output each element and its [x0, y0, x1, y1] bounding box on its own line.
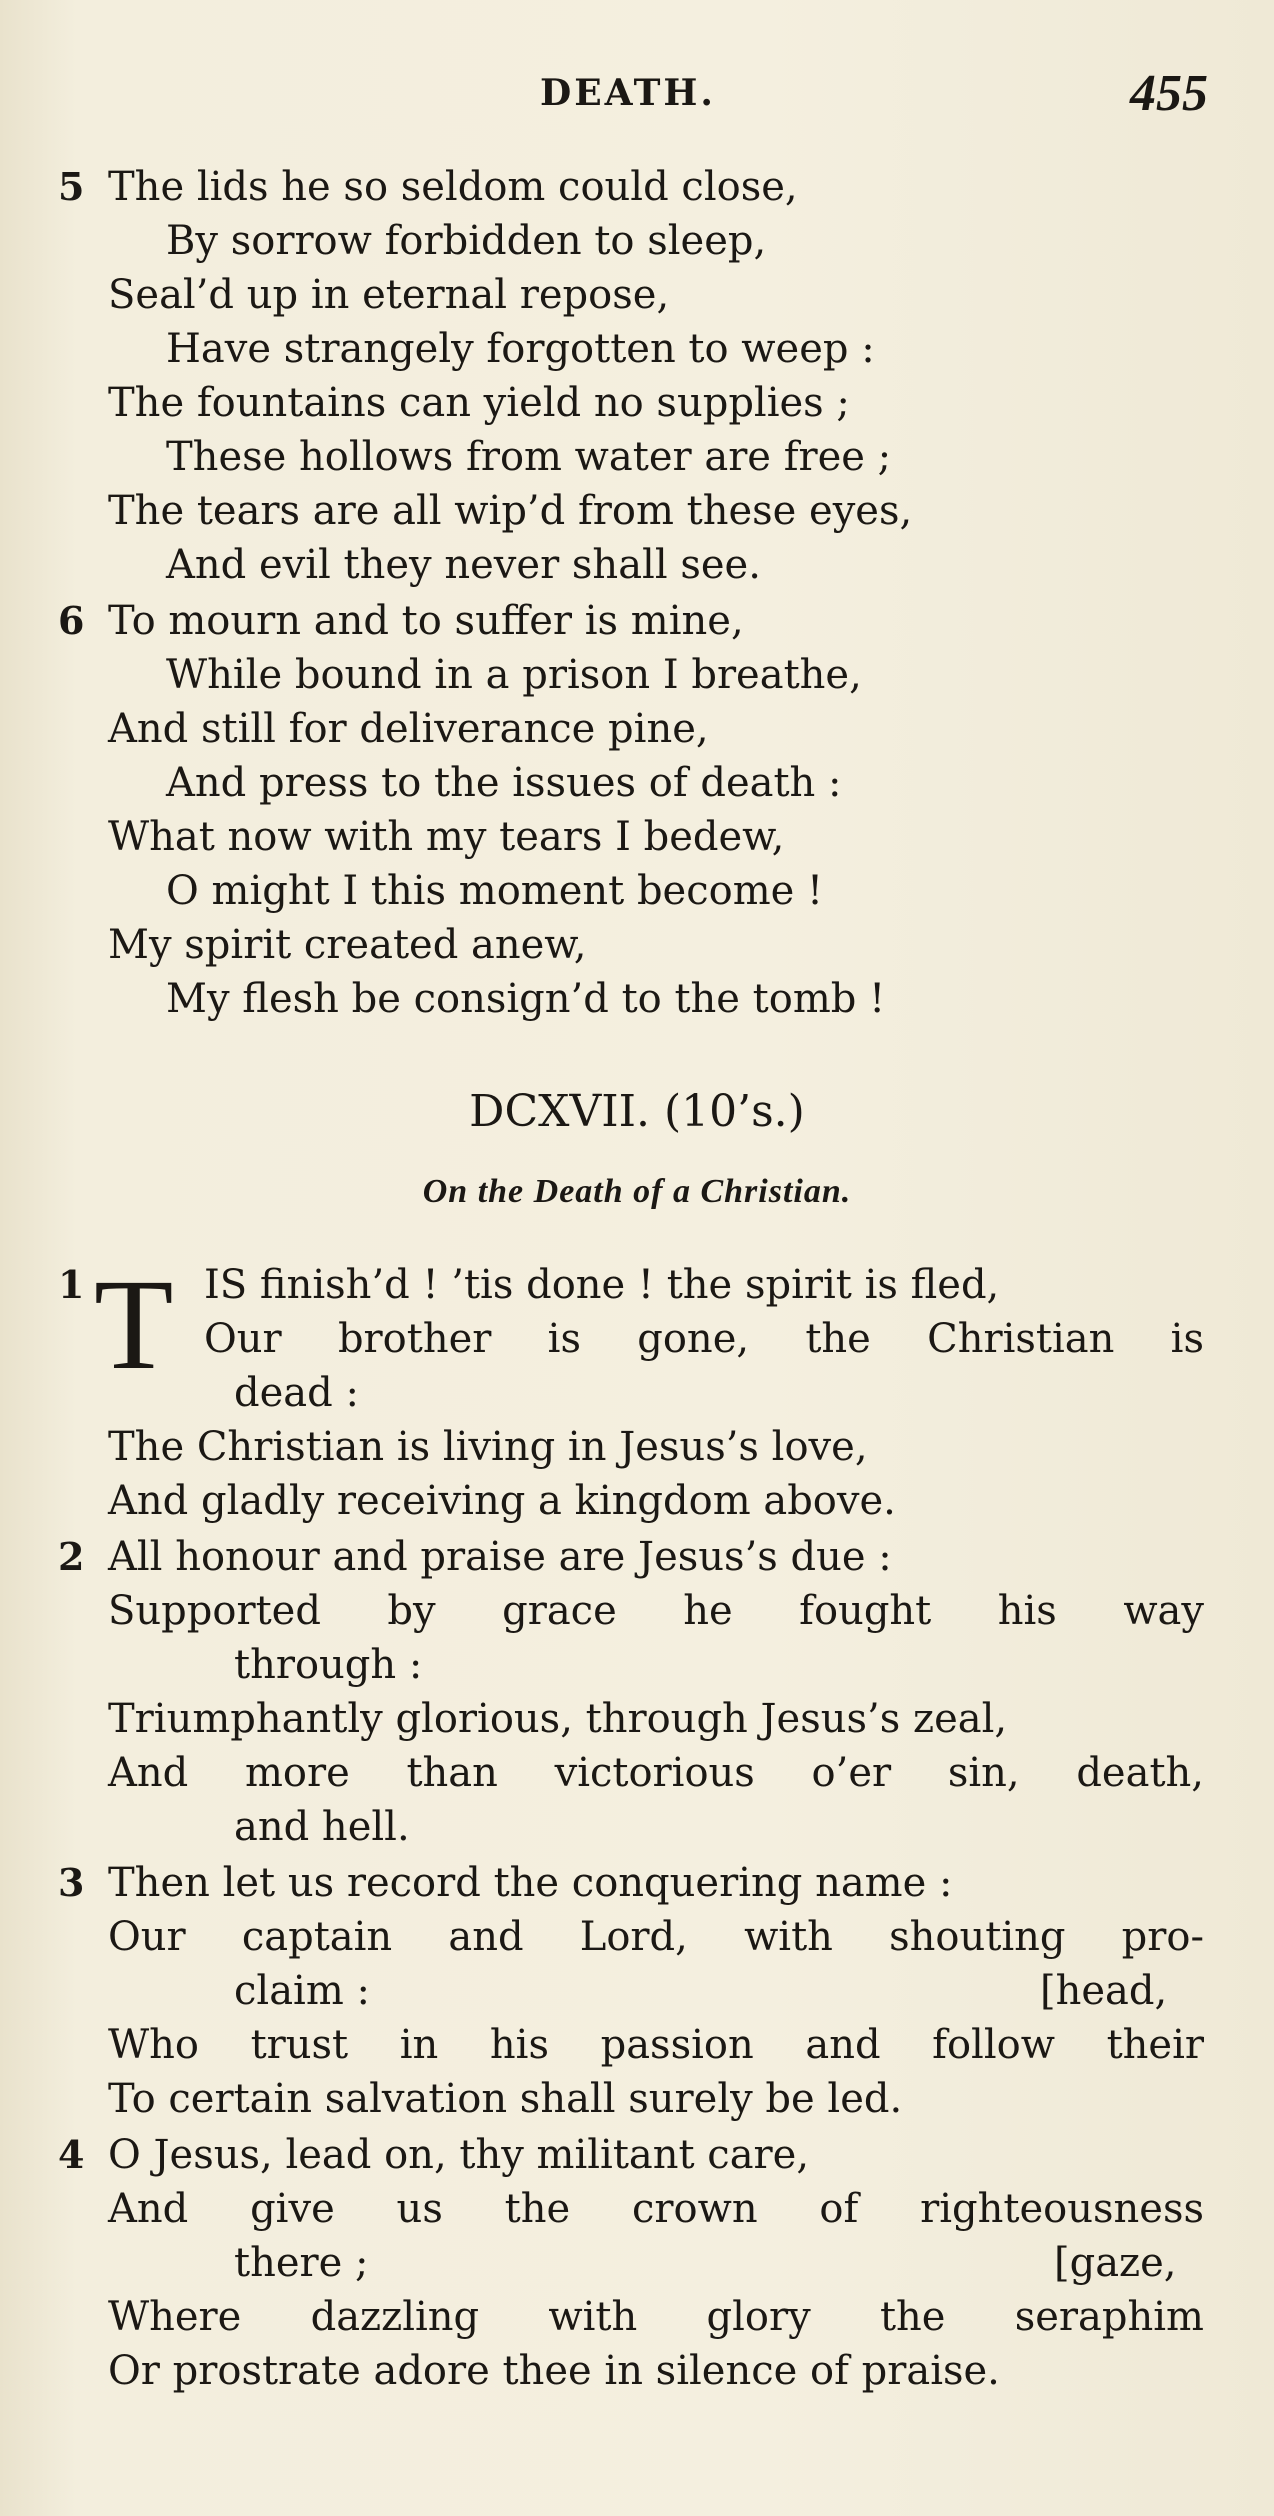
stanza-number: 3 — [58, 1860, 85, 1905]
verse-line: O Jesus, lead on, thy militant care, — [108, 2132, 810, 2178]
verse-line: My spirit created anew, — [108, 922, 587, 968]
verse-line: Or prostrate adore thee in silence of praise. — [108, 2348, 1000, 2394]
verse-line: claim : — [234, 1968, 370, 2014]
verse-line: And more than victorious o’er sin, death, — [108, 1750, 1204, 1796]
verse-line: These hollows from water are free ; — [166, 434, 892, 480]
page-number: 455 — [1130, 65, 1208, 122]
running-head — [0, 65, 1274, 130]
verse-line: And gladly receiving a kingdom above. — [108, 1478, 896, 1524]
verse-line-turnover: [gaze, — [1054, 2240, 1177, 2286]
verse-line: IS finish’d ! ’tis done ! the spirit is fled, — [204, 1262, 1000, 1308]
verse-line: What now with my tears I bedew, — [108, 814, 785, 860]
verse-line: The fountains can yield no supplies ; — [108, 380, 850, 426]
hymn-heading: DCXVII. (10’s.) — [469, 1086, 805, 1137]
verse-line: O might I this moment become ! — [166, 868, 824, 914]
verse-line: The Christian is living in Jesus’s love, — [108, 1424, 868, 1470]
verse-line: through : — [234, 1642, 423, 1688]
verse-line: Our captain and Lord, with shouting pro- — [108, 1914, 1204, 1960]
verse-line: By sorrow forbidden to sleep, — [166, 218, 767, 264]
verse-line: And still for deliverance pine, — [108, 706, 709, 752]
verse-line: To certain salvation shall surely be led. — [108, 2076, 903, 2122]
verse-line: The lids he so seldom could close, — [108, 164, 798, 210]
running-head-title: DEATH. — [540, 72, 716, 114]
verse-line: there ; — [234, 2240, 369, 2286]
stanza-number: 6 — [58, 598, 85, 643]
verse-line: All honour and praise are Jesus’s due : — [108, 1534, 892, 1580]
verse-line: The tears are all wip’d from these eyes, — [108, 488, 913, 534]
verse-line: And give us the crown of righteousness — [108, 2186, 1204, 2232]
verse-line: Have strangely forgotten to weep : — [166, 326, 875, 372]
verse-line: And evil they never shall see. — [166, 542, 761, 588]
verse-line: And press to the issues of death : — [166, 760, 842, 806]
verse-line: To mourn and to suffer is mine, — [108, 598, 744, 644]
stanza-number: 2 — [58, 1534, 85, 1579]
verse-line: Who trust in his passion and follow their — [108, 2022, 1204, 2068]
verse-line: Our brother is gone, the Christian is — [204, 1316, 1204, 1362]
stanza-number: 4 — [58, 2132, 85, 2177]
verse-line: Where dazzling with glory the seraphim — [108, 2294, 1204, 2340]
stanza-number: 5 — [58, 164, 85, 209]
drop-cap: T — [94, 1253, 174, 1397]
verse-line: While bound in a prison I breathe, — [166, 652, 862, 698]
verse-line: and hell. — [234, 1804, 410, 1850]
verse-line: Supported by grace he fought his way — [108, 1588, 1204, 1634]
verse-line: dead : — [234, 1370, 359, 1416]
verse-line: Seal’d up in eternal repose, — [108, 272, 670, 318]
verse-line: My flesh be consign’d to the tomb ! — [166, 976, 886, 1022]
verse-line-turnover: [head, — [1040, 1968, 1168, 2014]
stanza-number: 1 — [58, 1262, 85, 1307]
verse-line: Then let us record the conquering name : — [108, 1860, 953, 1906]
verse-line: Triumphantly glorious, through Jesus’s zeal, — [108, 1696, 1008, 1742]
hymn-subtitle: On the Death of a Christian. — [422, 1173, 852, 1210]
